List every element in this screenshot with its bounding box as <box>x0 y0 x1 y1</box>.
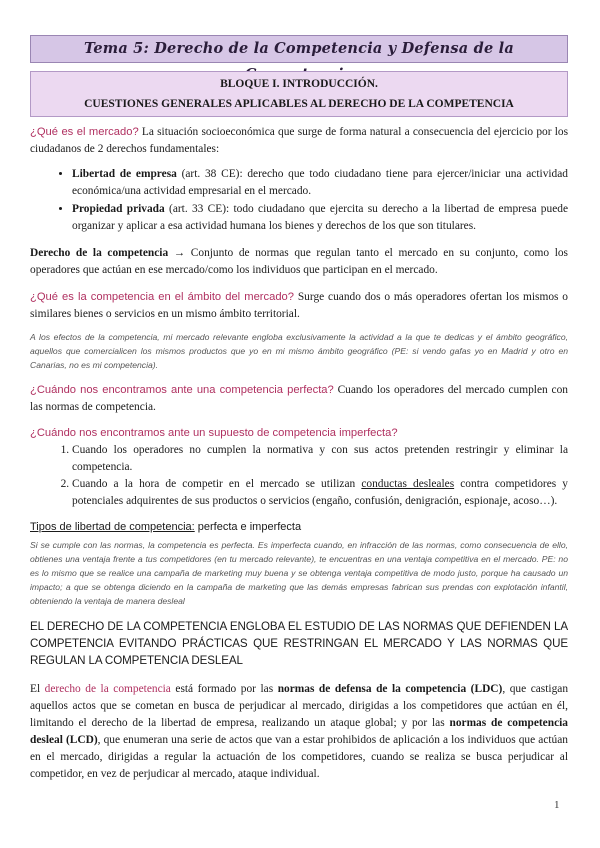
list-item <box>72 166 568 200</box>
list-item-text: Cuando a la hora de competir en el mercado se utilizan <box>72 478 362 490</box>
composition-text: El <box>30 683 45 695</box>
question-market: ¿Qué es el mercado? <box>30 126 139 138</box>
question-imperfect: ¿Cuándo nos encontramos ante un supuesto de competencia imperfecta? <box>30 427 398 439</box>
competition-answer: Surge cuando dos o más operadores ofertan los mismos o similares bienes o servicios en un mismo ámbito territorial. <box>30 291 568 320</box>
list-item-term: Libertad de empresa <box>72 168 177 180</box>
list-item-text: contra competidores y potenciales adquirentes de sus productos o servicios (engaño, confusión, denigración, espionaje, acoso…). <box>72 478 569 507</box>
composition-text: , que castigan aquellos actos que se cometan en busca de perjudicar al mercado, dirigidas a los competidores que actúan en él, limitando el derecho de la libertad de empresa, realizando un ataque global; y por las <box>30 683 569 729</box>
types-text: perfecta e imperfecta <box>194 521 302 533</box>
perfect-answer: Cuando los operadores del mercado cumplen con las normas de competencia. <box>30 384 568 413</box>
composition-highlight: derecho de la competencia <box>44 683 171 695</box>
market-answer: La situación socioeconómica que surge de forma natural a consecuencia del ejercicio por los ciudadanos de 2 derechos fundamentales: <box>30 126 569 155</box>
question-competition: ¿Qué es la competencia en el ámbito del mercado? <box>30 291 294 303</box>
list-item-text: (art. 33 CE): todo ciudadano que ejercita su derecho a la libertad de empresa puede organizar y aplicar a esa actividad humana los bienes y derechos de los que son titulares. <box>72 203 568 232</box>
imperfect-list <box>30 442 568 510</box>
market-paragraph <box>30 124 568 158</box>
definition-paragraph <box>30 245 568 279</box>
composition-text: está formado por las <box>170 683 278 695</box>
rights-list <box>30 166 568 235</box>
definition-text: Conjunto de normas que regulan tanto el mercado en su conjunto, como los operadores que actúan en ese mercado/como los individuos que participan en el mercado. <box>30 247 568 276</box>
block-header <box>30 71 568 117</box>
lcd-term: normas de competencia desleal (LCD) <box>30 717 568 746</box>
page-number: 1 <box>554 799 560 811</box>
block-subtitle: CUESTIONES GENERALES APLICABLES AL DERECHO DE LA COMPETENCIA <box>84 98 514 110</box>
content <box>30 124 568 783</box>
question-perfect: ¿Cuándo nos encontramos ante una competencia perfecta? <box>30 384 334 396</box>
relevant-market-note: A los efectos de la competencia, mi mercado relevante engloba exclusivamente la actividad a la que te dedicas y el ámbito geográfico, aquellos que comercialicen los mismos productos que yo en mi mismo ámbito geográfico (PE: si vendo gafas yo en Madrid y otro en Canarias, no es mi competencia). <box>30 332 568 370</box>
list-item <box>72 476 568 510</box>
page-title: Tema 5: Derecho de la Competencia y Defensa de la <box>30 35 568 63</box>
ldc-term: normas de defensa de la competencia (LDC) <box>277 683 503 695</box>
list-item: 1. Cuando los operadores no cumplen la normativa y con sus actos pretenden restringir y eliminar la competencia. <box>72 442 568 476</box>
composition-paragraph <box>30 681 568 783</box>
summary-caps: EL DERECHO DE LA COMPETENCIA ENGLOBA EL ESTUDIO DE LAS NORMAS QUE DEFIENDEN LA COMPETENCIA EVITANDO PRÁCTICAS QUE RESTRINGAN EL MERCADO Y LAS NORMAS QUE REGULAN LA COMPETENCIA DESLEAL <box>30 620 568 667</box>
definition-term: Derecho de la competencia → <box>30 247 186 259</box>
imperfect-paragraph <box>30 425 568 442</box>
list-item-text: (art. 38 CE): derecho que todo ciudadano tiene para ejercer/iniciar una actividad económica/una actividad empresarial en el mercado. <box>72 168 568 197</box>
list-item-term: Propiedad privada <box>72 203 165 215</box>
types-label: Tipos de libertad de competencia: <box>30 521 195 533</box>
competition-paragraph <box>30 289 568 323</box>
composition-text: , que enumeran una serie de actos que van a estar prohibidos de aplicación a los individuos que actúan en el mercado, dirigidas a regular la actuación de los competidores, cuando se realiza se busca perjudicar al competidor, en vez de perjudicar al mercado, ataque individual. <box>30 734 568 780</box>
list-item <box>72 201 568 235</box>
types-paragraph <box>30 519 568 536</box>
perfect-paragraph <box>30 382 568 416</box>
unfair-conduct-term: conductas desleales <box>361 478 455 490</box>
block-title: BLOQUE I. INTRODUCCIÓN. <box>220 78 378 90</box>
types-note: Si se cumple con las normas, la competencia es perfecta. Es imperfecta cuando, en infracción de las normas, como consecuencia de ello, obtienes una ventaja frente a tus competidores (en tu mercado relevante), te encuentras en una ventaja competitiva en el mercado. PE: no es lo mismo que se realice una campaña de marketing muy buena y se obtenga ventaja competitiva de modo justo, porque ha causado un impacto; a que se obtenga diciendo en la campaña de marketing que las demás empresas fabrican sus prendas con explotación infantil, obteniendo la ventaja de manera desleal <box>30 540 568 606</box>
